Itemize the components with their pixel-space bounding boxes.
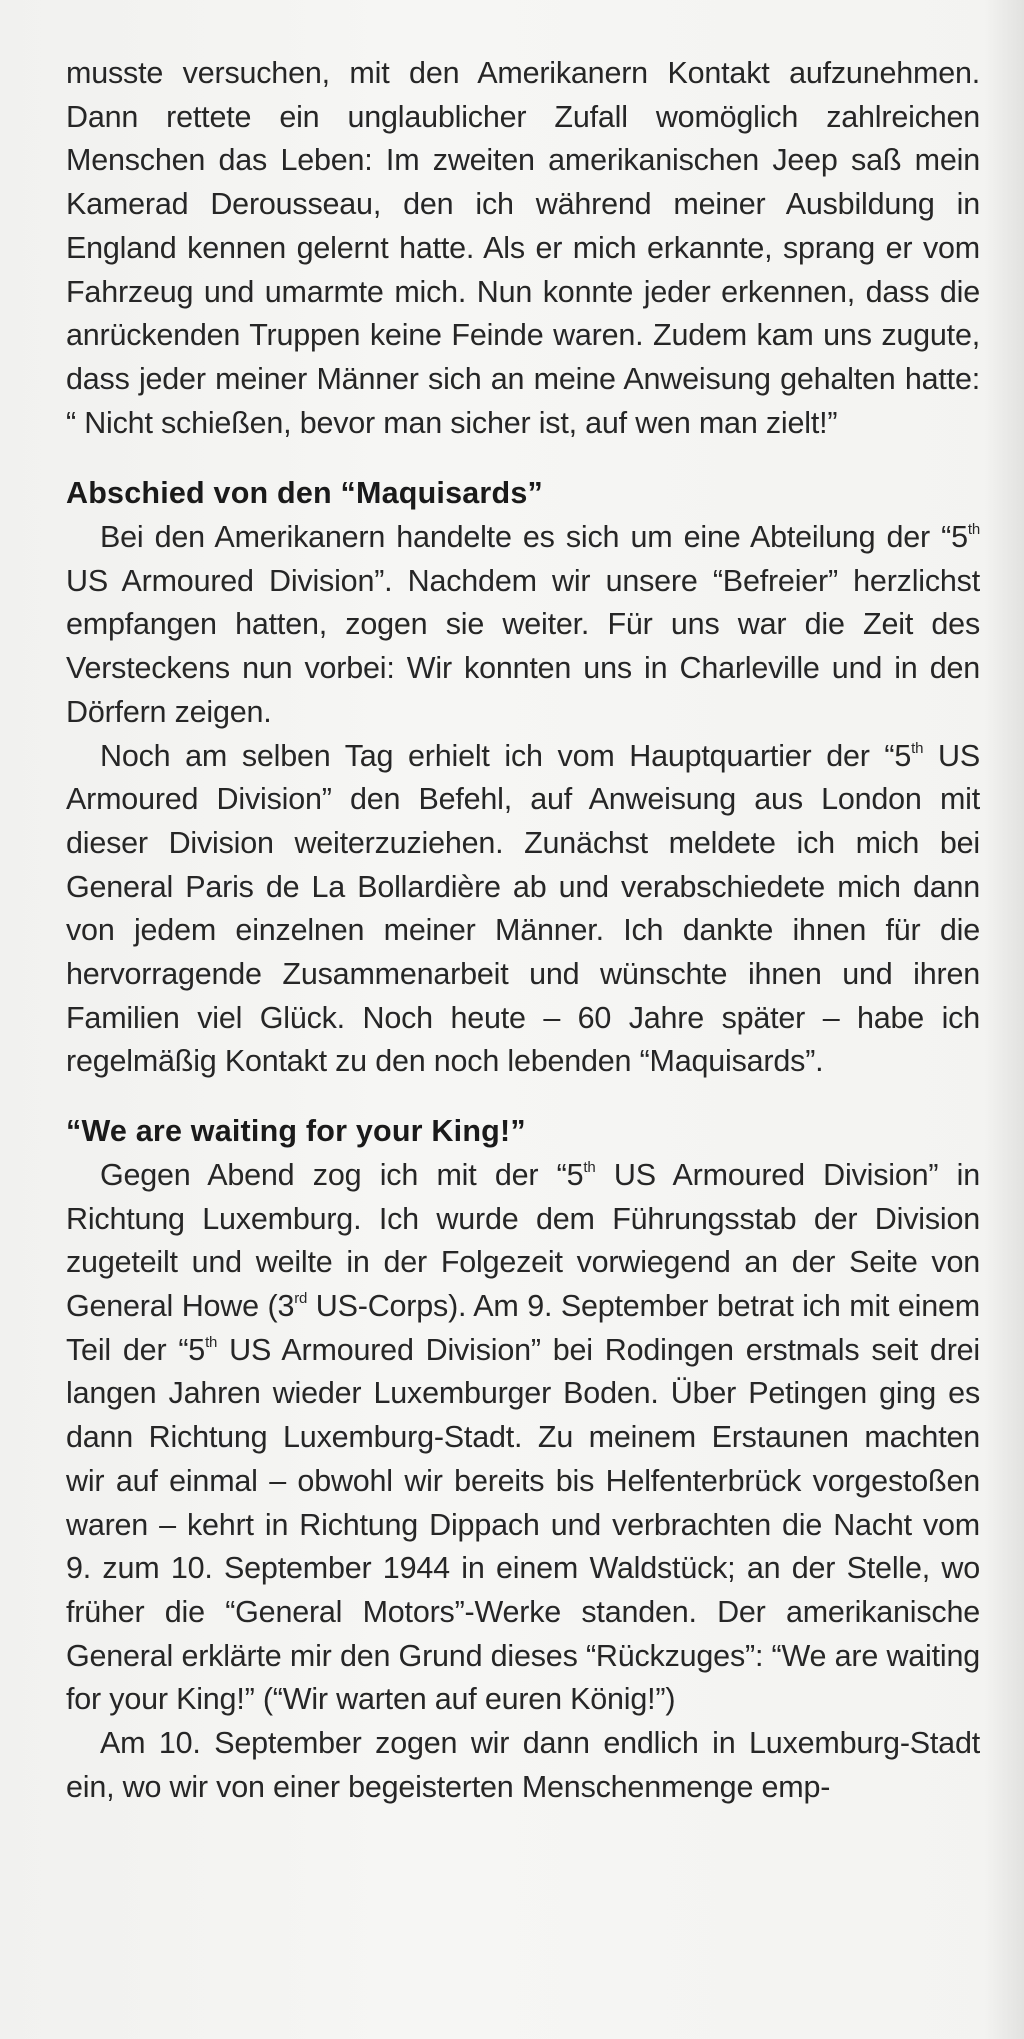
section-heading-king: “We are waiting for your King!” bbox=[66, 1114, 526, 1149]
paragraph-amerikaner bbox=[66, 516, 980, 735]
section-gap bbox=[66, 445, 980, 472]
text-run: US Armoured Division” den Befehl, auf Anweisung aus London mit dieser Division weiterzuziehen. Zunächst meldete ich mich bei General Paris de La Bollardière ab und verabschiedete mich dann von jedem einzelnen meiner Männer. Ich dankte ihnen für die hervorragende Zusammenarbeit und wünschte ihnen und ihren Familien viel Glück. Noch heute – 60 Jahre später – habe ich regelmäßig Kontakt zu den noch lebenden “Maquisards”. bbox=[66, 738, 980, 1079]
text-run: Gegen Abend zog ich mit der “5 bbox=[100, 1157, 584, 1192]
superscript: th bbox=[583, 1158, 596, 1176]
text-run: Noch am selben Tag erhielt ich vom Hauptquartier der “5 bbox=[100, 738, 912, 773]
text-run: US Armoured Division” bei Rodingen erstmals seit drei langen Jahren wieder Luxemburger Boden. Über Petingen ging es dann Richtung Luxemburg-Stadt. Zu meinem Erstaunen machten wir auf einmal – obwohl wir bereits bis Helfenterbrück vorgestoßen waren – kehrt in Richtung Dippach und verbrachten die Nacht vom 9. zum 10. September 1944 in einem Waldstück; an der Stelle, wo früher die “General Motors”-Werke standen. Der amerikanische General erklärte mir den Grund dieses “Rückzuges”: “We are waiting for your King!” (“Wir warten auf euren König!”) bbox=[66, 1332, 980, 1717]
paragraph-luxemburg bbox=[66, 1154, 980, 1722]
paragraph-hauptquartier bbox=[66, 735, 980, 1085]
text-run: US Armoured Division” in Richtung Luxemburg. Ich wurde dem Führungsstab der Division zugeteilt und weilte in der Folgezeit vorwiegend an der Seite von General Howe (3 bbox=[66, 1157, 981, 1323]
text-run: US-Corps). Am 9. September betrat ich mit einem Teil der “5 bbox=[66, 1288, 980, 1367]
paragraph-einzug: Am 10. September zogen wir dann endlich in Luxemburg-Stadt ein, wo wir von einer begeisterten Menschenmenge emp- bbox=[66, 1726, 980, 1804]
section-heading-abschied: Abschied von den “Maquisards” bbox=[66, 476, 543, 511]
superscript: rd bbox=[294, 1289, 308, 1307]
section-gap bbox=[66, 1084, 980, 1110]
page-edge-shadow bbox=[984, 0, 1024, 2039]
text-run: Bei den Amerikanern handelte es sich um eine Abteilung der “5 bbox=[100, 520, 968, 555]
superscript: th bbox=[967, 521, 980, 539]
text-column bbox=[66, 52, 980, 1809]
superscript: th bbox=[911, 739, 924, 757]
superscript: th bbox=[205, 1333, 218, 1351]
text-run: US Armoured Division”. Nachdem wir unsere “Befreier” herzlichst empfangen hatten, zogen sie weiter. Für uns war die Zeit des Versteckens nun vorbei: Wir konnten uns in Charleville und in den Dörfern zeigen. bbox=[66, 563, 980, 729]
intro-paragraph: musste versuchen, mit den Amerikanern Kontakt aufzunehmen. Dann rettete ein unglaublicher Zufall womöglich zahlreichen Menschen das Leben: Im zweiten amerikanischen Jeep saß mein Kamerad Derousseau, den ich während meiner Ausbildung in England kennen gelernt hatte. Als er mich erkannte, sprang er vom Fahrzeug und umarmte mich. Nun konnte jeder erkennen, dass die anrückenden Truppen keine Feinde waren. Zudem kam uns zugute, dass jeder meiner Männer sich an meine Anweisung gehalten hatte: “ Nicht schießen, bevor man sicher ist, auf wen man zielt!” bbox=[66, 56, 980, 440]
